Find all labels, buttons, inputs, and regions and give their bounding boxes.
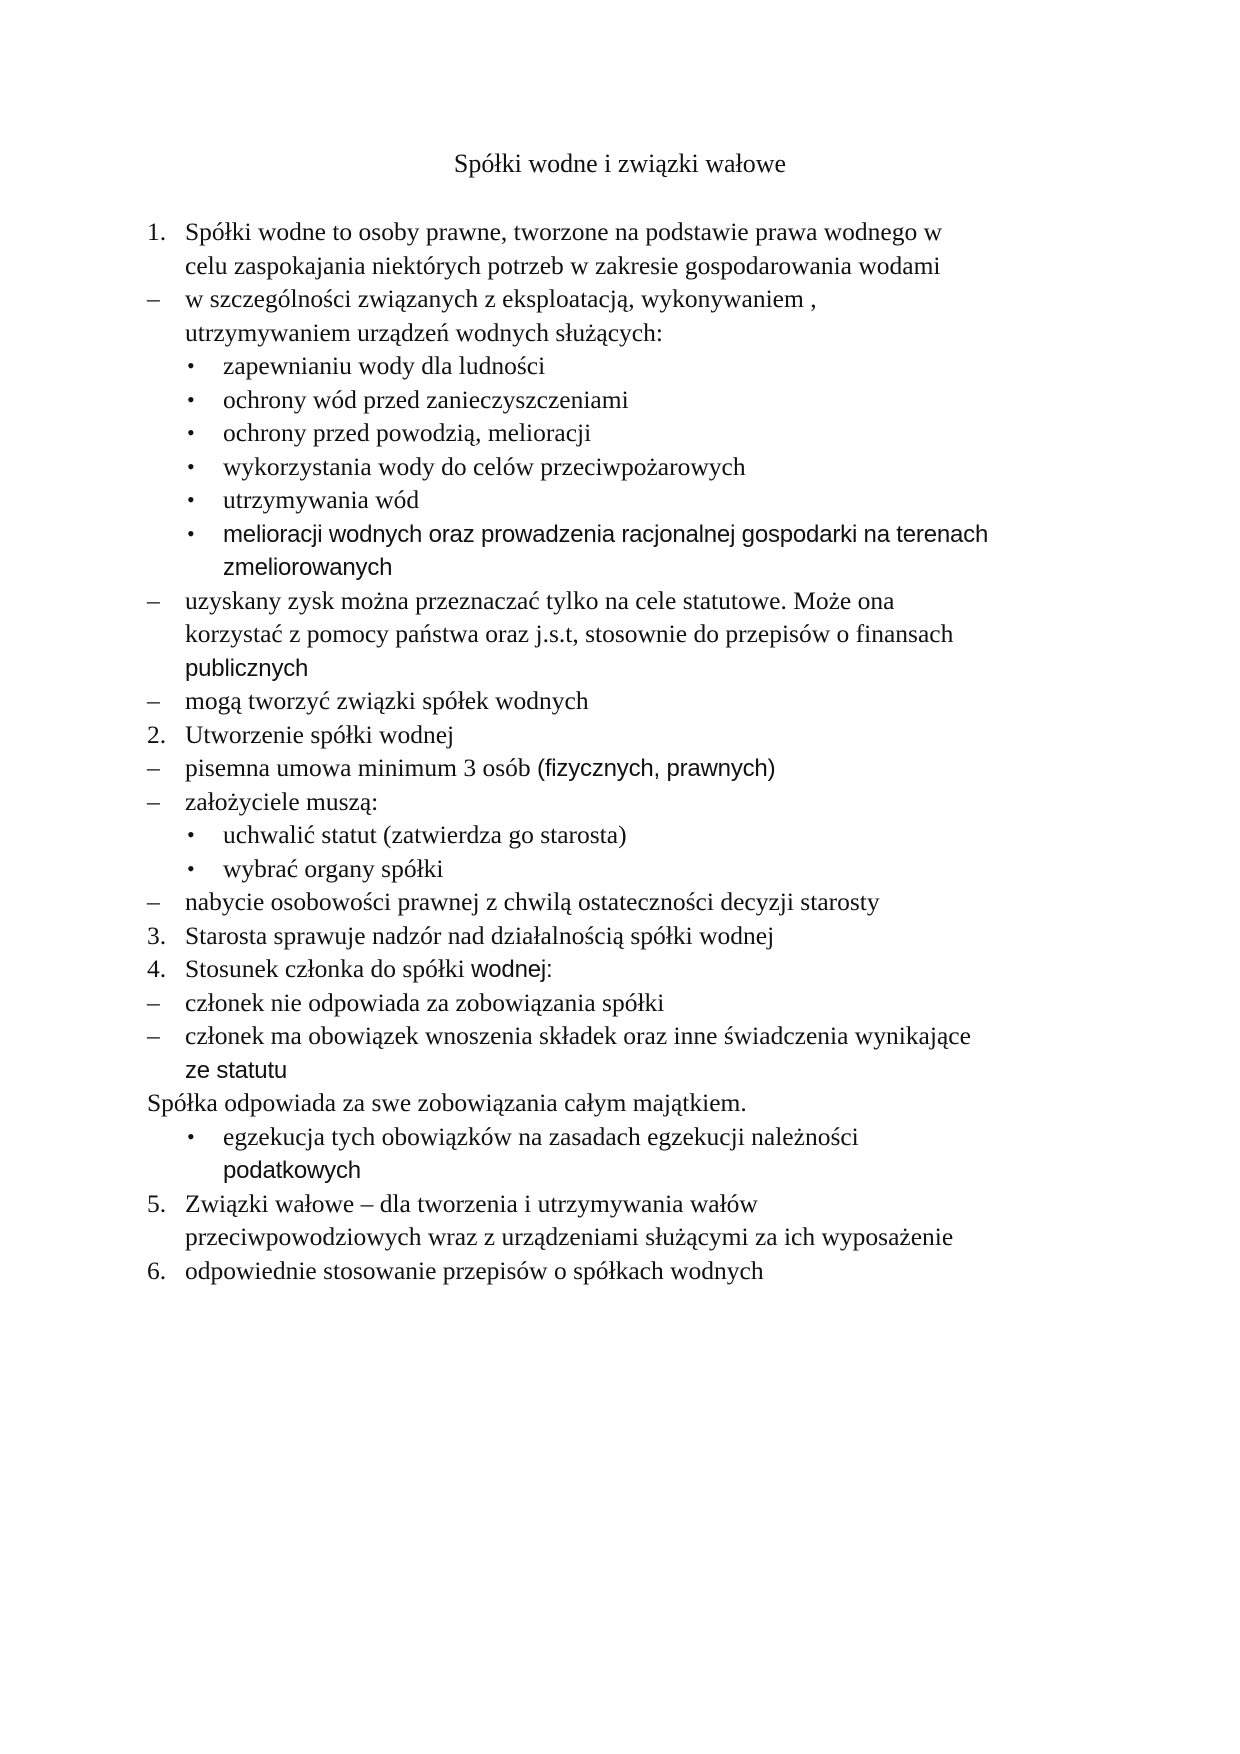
document-line bbox=[147, 617, 1097, 651]
bullet-marker: • bbox=[187, 855, 195, 881]
number-marker: 5. bbox=[147, 1188, 167, 1218]
text-segment: ze statutu bbox=[185, 1056, 288, 1084]
line-text bbox=[185, 584, 894, 618]
line-text bbox=[223, 383, 629, 417]
text-segment: mogą tworzyć związki spółek wodnych bbox=[185, 686, 589, 715]
dash-marker: – bbox=[147, 585, 160, 615]
document-line bbox=[147, 684, 1097, 718]
document-line bbox=[147, 751, 1097, 785]
text-segment: Spółka odpowiada za swe zobowiązania całym majątkiem. bbox=[147, 1088, 747, 1117]
text-segment: ochrony przed powodzią, melioracji bbox=[223, 418, 592, 447]
dash-marker: – bbox=[147, 753, 160, 782]
line-text bbox=[223, 1120, 859, 1154]
line-text bbox=[185, 751, 775, 786]
line-text bbox=[223, 550, 392, 585]
document-line bbox=[147, 550, 1097, 584]
text-segment: melioracji wodnych oraz prowadzenia racjonalnej gospodarki na terenach bbox=[223, 520, 989, 548]
line-text bbox=[223, 852, 444, 886]
document-line bbox=[147, 249, 1097, 283]
bullet-marker: • bbox=[187, 353, 195, 378]
text-segment: uchwalić statut (zatwierdza go starosta) bbox=[223, 820, 627, 849]
line-text bbox=[185, 785, 378, 819]
text-segment: Związki wałowe – dla tworzenia i utrzymywania wałów bbox=[185, 1188, 758, 1218]
line-text bbox=[223, 1153, 361, 1188]
line-text bbox=[185, 651, 308, 686]
line-text bbox=[185, 215, 942, 249]
number-marker: 1. bbox=[147, 217, 167, 246]
text-segment: Starosta sprawuje nadzór nad działalnością spółki wodnej bbox=[185, 920, 775, 950]
document-title: Spółki wodne i związki wałowe bbox=[453, 149, 787, 178]
document-line bbox=[147, 584, 1097, 618]
text-segment: ochrony wód przed zanieczyszczeniami bbox=[223, 384, 629, 414]
document-line bbox=[147, 1053, 1097, 1087]
document-line bbox=[147, 215, 1097, 249]
dash-marker: – bbox=[147, 284, 160, 313]
text-segment: nabycie osobowości prawnej z chwilą ostateczności decyzji starosty bbox=[185, 887, 880, 916]
document-line bbox=[147, 818, 1097, 852]
text-segment: egzekucja tych obowiązków na zasadach egzekucji należności bbox=[223, 1121, 859, 1151]
line-text bbox=[185, 316, 663, 350]
line-text bbox=[223, 483, 419, 517]
text-segment: Stosunek członka do spółki bbox=[185, 954, 472, 983]
document-line bbox=[147, 1153, 1097, 1187]
text-segment: korzystać z pomocy państwa oraz j.s.t, stosownie do przepisów o finansach bbox=[185, 619, 954, 648]
line-text bbox=[185, 718, 454, 752]
text-segment: członek nie odpowiada za zobowiązania spółki bbox=[185, 987, 665, 1017]
document-line bbox=[147, 349, 1097, 383]
line-text bbox=[185, 952, 552, 987]
line-text bbox=[185, 919, 774, 953]
dash-marker: – bbox=[147, 786, 160, 816]
line-text bbox=[185, 617, 953, 651]
text-segment: Utworzenie spółki wodnej bbox=[185, 719, 455, 749]
line-text bbox=[223, 450, 746, 484]
document-line bbox=[147, 852, 1097, 886]
text-segment: (fizycznych, prawnych) bbox=[537, 755, 776, 782]
document-line bbox=[147, 483, 1097, 517]
bullet-marker: • bbox=[187, 822, 195, 847]
document-line bbox=[147, 282, 1097, 316]
line-text bbox=[185, 249, 941, 283]
bullet-marker: • bbox=[187, 453, 195, 479]
line-text bbox=[185, 282, 817, 316]
line-text bbox=[185, 1053, 287, 1088]
dash-marker: – bbox=[147, 987, 160, 1017]
document-line bbox=[147, 785, 1097, 819]
number-marker: 3. bbox=[147, 920, 167, 950]
line-text bbox=[223, 517, 988, 552]
line-text bbox=[185, 1187, 758, 1221]
bullet-marker: • bbox=[187, 1123, 195, 1149]
document-line bbox=[147, 919, 1097, 953]
text-segment: utrzymywania wód bbox=[223, 485, 420, 514]
text-segment: Spółki wodne to osoby prawne, tworzone na podstawie prawa wodnego w bbox=[185, 217, 943, 246]
document-line bbox=[147, 416, 1097, 450]
line-text bbox=[223, 818, 627, 852]
text-segment: zapewnianiu wody dla ludności bbox=[223, 351, 546, 380]
document-line bbox=[147, 651, 1097, 685]
bullet-marker: • bbox=[187, 487, 195, 512]
document-line bbox=[147, 450, 1097, 484]
line-text bbox=[185, 986, 664, 1020]
text-segment: zmeliorowanych bbox=[223, 554, 393, 581]
text-segment: celu zaspokajania niektórych potrzeb w zakresie gospodarowania wodami bbox=[185, 250, 941, 280]
line-text bbox=[185, 1019, 971, 1053]
document-line bbox=[147, 1120, 1097, 1154]
bullet-marker: • bbox=[187, 520, 195, 546]
number-marker: 4. bbox=[147, 954, 167, 983]
text-segment: wykorzystania wody do celów przeciwpożarowych bbox=[223, 451, 746, 481]
document-line bbox=[147, 718, 1097, 752]
text-segment: przeciwpowodziowych wraz z urządzeniami służącymi za ich wyposażenie bbox=[185, 1222, 954, 1251]
document-line bbox=[147, 952, 1097, 986]
line-text bbox=[147, 1086, 747, 1120]
line-text bbox=[223, 416, 591, 450]
line-text bbox=[185, 1254, 764, 1288]
text-segment: uzyskany zysk można przeznaczać tylko na cele statutowe. Może ona bbox=[185, 585, 895, 615]
text-segment: utrzymywaniem urządzeń wodnych służących: bbox=[185, 317, 663, 347]
number-marker: 6. bbox=[147, 1255, 167, 1285]
document-line bbox=[147, 517, 1097, 551]
dash-marker: – bbox=[147, 887, 160, 916]
document-line bbox=[147, 1086, 1097, 1120]
text-segment: założyciele muszą: bbox=[185, 786, 379, 816]
document-line bbox=[147, 1187, 1097, 1221]
text-segment: w szczególności związanych z eksploatacją, wykonywaniem , bbox=[185, 284, 817, 313]
text-segment: publicznych bbox=[185, 654, 309, 682]
number-marker: 2. bbox=[147, 719, 167, 749]
line-text bbox=[185, 1220, 953, 1254]
document-line bbox=[147, 383, 1097, 417]
document-line bbox=[147, 1254, 1097, 1288]
dash-marker: – bbox=[147, 1021, 160, 1050]
text-segment: wybrać organy spółki bbox=[223, 853, 444, 883]
document-line bbox=[147, 885, 1097, 919]
document-body bbox=[147, 215, 1097, 1287]
line-text bbox=[185, 885, 880, 919]
text-segment: członek ma obowiązek wnoszenia składek oraz inne świadczenia wynikające bbox=[185, 1021, 971, 1050]
document-line bbox=[147, 986, 1097, 1020]
line-text bbox=[223, 349, 545, 383]
document-line bbox=[147, 316, 1097, 350]
document-line bbox=[147, 1019, 1097, 1053]
text-segment: pisemna umowa minimum 3 osób bbox=[185, 753, 538, 782]
line-text bbox=[185, 684, 589, 718]
text-segment: wodnej: bbox=[471, 956, 553, 983]
text-segment: odpowiednie stosowanie przepisów o spółkach wodnych bbox=[185, 1255, 764, 1285]
bullet-marker: • bbox=[187, 386, 195, 412]
text-segment: podatkowych bbox=[223, 1157, 361, 1184]
document-line bbox=[147, 1220, 1097, 1254]
dash-marker: – bbox=[147, 686, 160, 715]
bullet-marker: • bbox=[187, 420, 195, 445]
